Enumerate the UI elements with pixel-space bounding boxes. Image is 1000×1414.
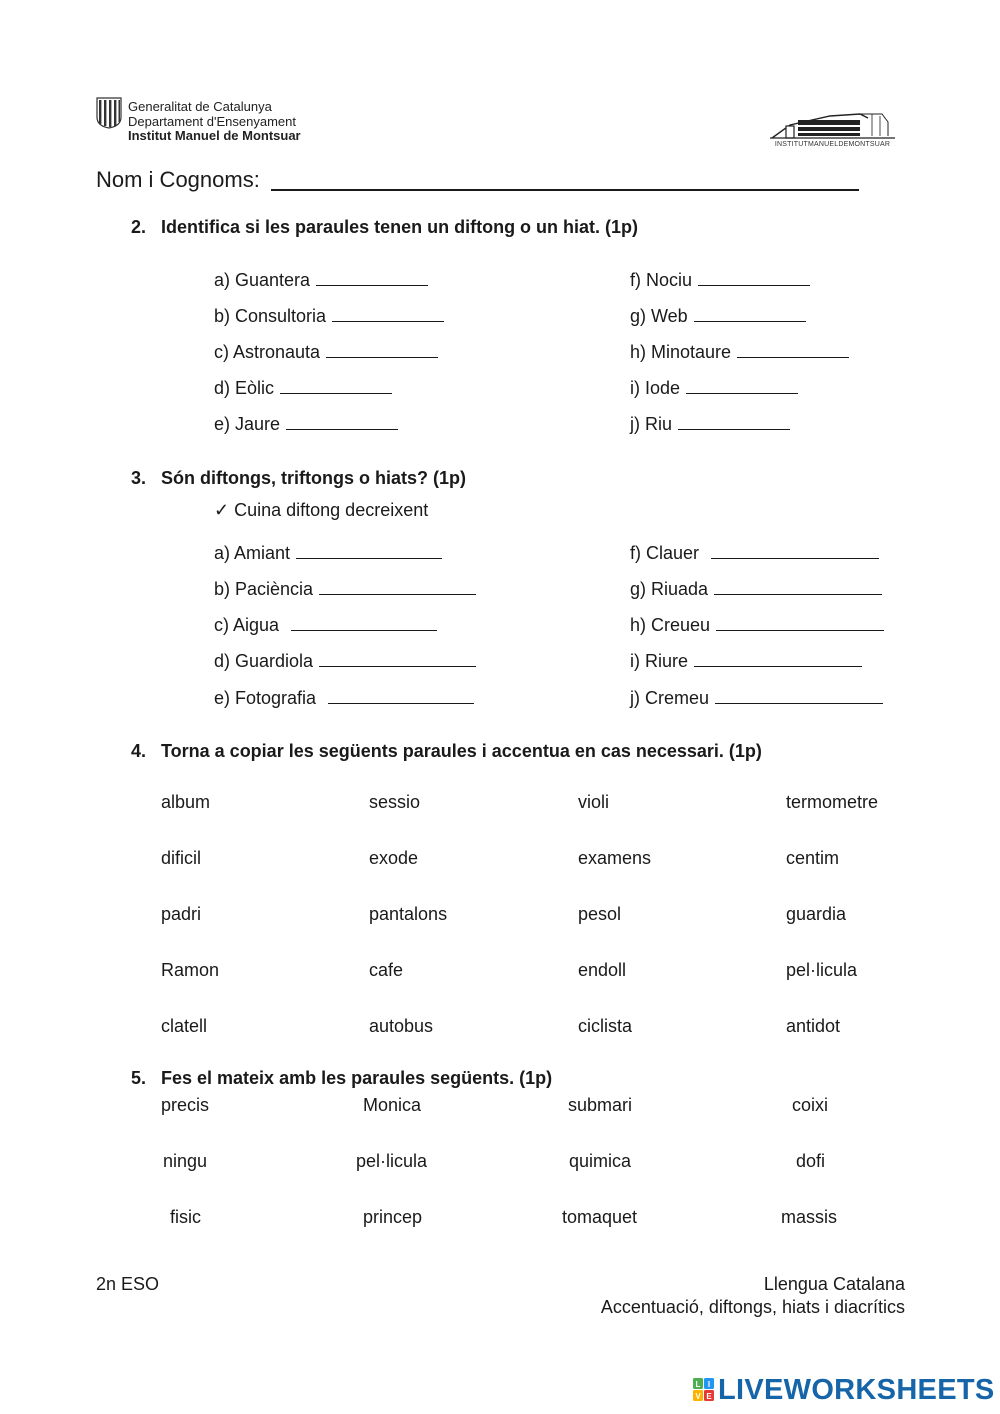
badge-letter: L bbox=[695, 1380, 701, 1389]
q3-title: Són diftongs, triftongs o hiats? (1p) bbox=[161, 468, 466, 488]
q2-item-c: c) Astronauta bbox=[214, 340, 438, 363]
q2-answer-h[interactable] bbox=[737, 340, 849, 358]
badge-letter: V bbox=[695, 1392, 701, 1401]
q4-title: Torna a copiar les següents paraules i accentua en cas necessari. (1p) bbox=[161, 741, 762, 761]
gen-line-2: Departament d'Ensenyament bbox=[128, 113, 296, 129]
q4-word: exode bbox=[369, 848, 419, 868]
q4-word: centim bbox=[786, 848, 840, 868]
q5-number: 5. bbox=[131, 1068, 147, 1088]
q3-item-i: i) Riure bbox=[630, 649, 862, 672]
q3-answer-a[interactable] bbox=[296, 541, 442, 559]
q4-word: pesol bbox=[578, 904, 622, 924]
checkmark-icon: ✓ bbox=[214, 500, 230, 520]
q2-item-g: g) Web bbox=[630, 304, 806, 327]
q5-word: ningu bbox=[163, 1151, 208, 1171]
q3-item-c: c) Aigua bbox=[214, 613, 437, 636]
q3-answer-i[interactable] bbox=[694, 649, 862, 667]
q3-answer-d[interactable] bbox=[319, 649, 476, 667]
institut-logo-caption: INSTITUTMANUELDEMONTSUAR bbox=[774, 141, 891, 148]
q5-word: submari bbox=[568, 1095, 633, 1115]
q3-item-d: d) Guardiola bbox=[214, 649, 476, 672]
q2-item-a: a) Guantera bbox=[214, 268, 428, 291]
q3-answer-c[interactable] bbox=[291, 613, 437, 631]
q4-word: ciclista bbox=[578, 1016, 633, 1036]
q2-answer-i[interactable] bbox=[686, 376, 798, 394]
q2-item-j: j) Riu bbox=[630, 412, 790, 435]
name-label: Nom i Cognoms: bbox=[96, 167, 260, 192]
q4-word: cafe bbox=[369, 960, 404, 980]
q4-number: 4. bbox=[131, 741, 147, 761]
q4-word: sessio bbox=[369, 792, 421, 812]
q5-heading bbox=[131, 1068, 552, 1089]
q4-word: pantalons bbox=[369, 904, 448, 924]
q5-word: dofi bbox=[796, 1151, 826, 1171]
q4-word: Ramon bbox=[161, 960, 220, 980]
gen-line-3: Institut Manuel de Montsuar bbox=[128, 128, 301, 143]
q3-answer-b[interactable] bbox=[319, 577, 476, 595]
q2-answer-b[interactable] bbox=[332, 304, 444, 322]
q5-title: Fes el mateix amb les paraules següents. (1p) bbox=[161, 1068, 553, 1088]
q2-answer-c[interactable] bbox=[326, 340, 438, 358]
q4-word: endoll bbox=[578, 960, 627, 980]
footer-topic: Accentuació, diftongs, hiats i diacrítics bbox=[600, 1297, 905, 1317]
q3-item-f: f) Clauer bbox=[630, 541, 879, 564]
q5-word: quimica bbox=[569, 1151, 632, 1171]
q5-word: pel·licula bbox=[356, 1151, 428, 1171]
q5-word: coixi bbox=[792, 1095, 829, 1115]
q4-word: violi bbox=[578, 792, 610, 812]
q2-number: 2. bbox=[131, 217, 147, 237]
q5-word: Monica bbox=[363, 1095, 422, 1115]
q4-word: clatell bbox=[161, 1016, 208, 1036]
q2-heading bbox=[131, 217, 638, 238]
q4-heading bbox=[131, 741, 762, 762]
q2-answer-j[interactable] bbox=[678, 412, 790, 430]
q2-answer-a[interactable] bbox=[316, 268, 428, 286]
institution-header bbox=[128, 100, 301, 144]
liveworksheets-watermark: LIVEWORKSHEETS bbox=[718, 1374, 995, 1406]
q3-example bbox=[214, 500, 428, 521]
q4-word: antidot bbox=[786, 1016, 841, 1036]
q4-word: examens bbox=[578, 848, 652, 868]
q2-answer-f[interactable] bbox=[698, 268, 810, 286]
footer-subject: Llengua Catalana bbox=[763, 1274, 905, 1294]
q3-item-e: e) Fotografia bbox=[214, 686, 474, 709]
q3-item-b: b) Paciència bbox=[214, 577, 476, 600]
q4-word: pel·licula bbox=[786, 960, 858, 980]
q2-item-e: e) Jaure bbox=[214, 412, 398, 435]
q2-item-h: h) Minotaure bbox=[630, 340, 849, 363]
q4-word: autobus bbox=[369, 1016, 434, 1036]
q2-answer-g[interactable] bbox=[694, 304, 806, 322]
q3-heading bbox=[131, 468, 466, 489]
liveworksheets-badge-icon bbox=[693, 1378, 715, 1402]
q4-word: termometre bbox=[786, 792, 879, 812]
generalitat-logo-icon bbox=[96, 97, 122, 129]
q4-word: guardia bbox=[786, 904, 847, 924]
q2-title: Identifica si les paraules tenen un diftong o un hiat. (1p) bbox=[161, 217, 639, 237]
q2-answer-d[interactable] bbox=[280, 376, 392, 394]
name-answer-line[interactable] bbox=[271, 189, 859, 191]
q3-number: 3. bbox=[131, 468, 147, 488]
q3-answer-e[interactable] bbox=[328, 686, 474, 704]
q3-example-text: Cuina diftong decreixent bbox=[234, 500, 429, 520]
q4-word: padri bbox=[161, 904, 202, 924]
q5-word: tomaquet bbox=[562, 1207, 638, 1227]
footer-level: 2n ESO bbox=[96, 1274, 160, 1294]
q3-answer-g[interactable] bbox=[714, 577, 882, 595]
badge-letter: I bbox=[707, 1380, 711, 1389]
gen-line-1: Generalitat de Catalunya bbox=[128, 99, 272, 114]
q3-answer-h[interactable] bbox=[716, 613, 884, 631]
q3-item-a: a) Amiant bbox=[214, 541, 442, 564]
q2-item-i: i) Iode bbox=[630, 376, 798, 399]
q2-item-f: f) Nociu bbox=[630, 268, 810, 291]
q5-word: princep bbox=[363, 1207, 423, 1227]
q3-item-g: g) Riuada bbox=[630, 577, 882, 600]
q5-word: fisic bbox=[170, 1207, 201, 1227]
q4-word: dificil bbox=[161, 848, 202, 868]
q3-answer-f[interactable] bbox=[711, 541, 879, 559]
q5-word: precis bbox=[161, 1095, 210, 1115]
q2-item-b: b) Consultoria bbox=[214, 304, 444, 327]
q2-item-d: d) Eòlic bbox=[214, 376, 392, 399]
q2-answer-e[interactable] bbox=[286, 412, 398, 430]
q4-word: album bbox=[161, 792, 211, 812]
badge-letter: E bbox=[706, 1392, 712, 1401]
q3-item-h: h) Creueu bbox=[630, 613, 884, 636]
q3-answer-j[interactable] bbox=[715, 686, 883, 704]
q3-item-j: j) Cremeu bbox=[630, 686, 883, 709]
q5-word: massis bbox=[781, 1207, 838, 1227]
